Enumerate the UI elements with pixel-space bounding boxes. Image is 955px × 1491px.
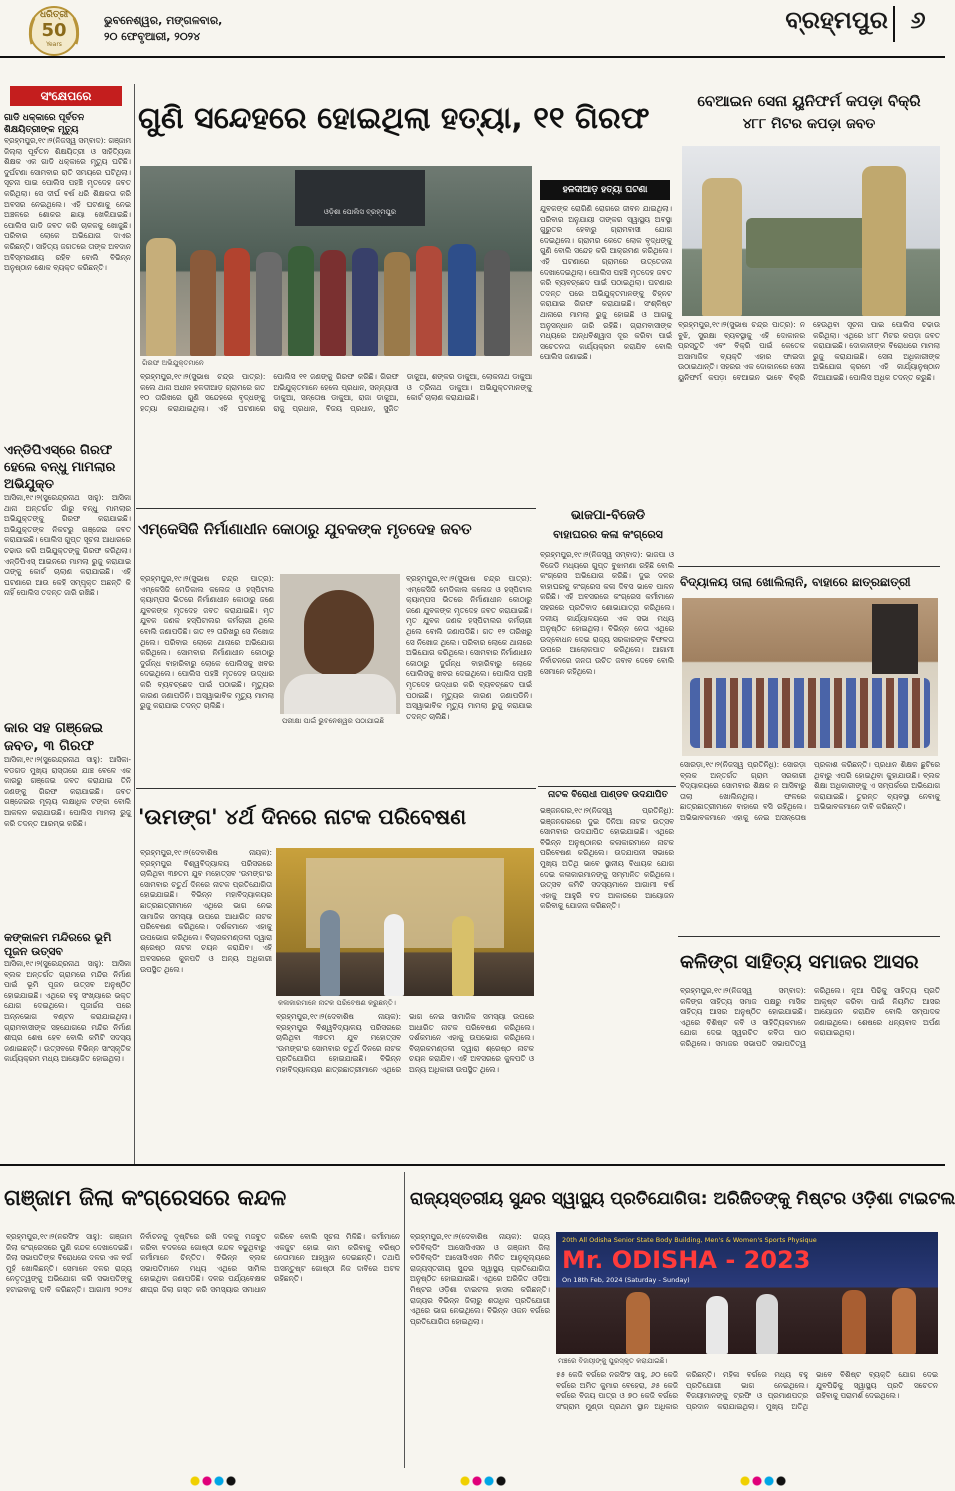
kalinga-body: ବ୍ରହ୍ମପୁର,୧୯।୨(ନିଜସ୍ୱ ସମ୍ବାଦ): କଳିଙ୍ଗ ସାହିତ୍ୟ ସମାଜ ପକ୍ଷରୁ ମାସିକ ସାହିତ୍ୟ ଆସର ଅନୁଷ୍ଠିତ ହୋଇଯାଇଛି। ଏଥିରେ ବିଶିଷ୍ଟ କବି ଓ ସାହିତ୍ୟିକମାନେ ଯୋଗ ଦେଇ ସ୍ୱରଚିତ କବିତା ପାଠ କରିଥିଲେ। ସମାଜର ସଭାପତି ସଭାପତିତ୍ୱ କରିଥିଲେ। ନୂଆ ପିଢିକୁ ସାହିତ୍ୟ ପ୍ରତି ଆକୃଷ୍ଟ କରିବା ପାଇଁ ନିୟମିତ ଆସର ଆୟୋଜନ କରାଯିବ ବୋଲି ସମ୍ପାଦକ ଜଣାଇଥିଲେ। ଶେଷରେ ଧନ୍ୟବାଦ ଅର୍ପଣ କରାଯାଇଥିଲା। (680, 986, 943, 1048)
police-sign (295, 170, 425, 226)
accused-figure (224, 248, 250, 356)
rule-col3-1 (538, 786, 676, 787)
masthead-divider (893, 6, 895, 42)
official-figure (706, 1296, 728, 1354)
congress-divider (404, 1172, 405, 1468)
accused-figure (256, 252, 282, 356)
mcc-body-left: ବ୍ରହ୍ମପୁର,୧୯।୨(ସୁଭାଷ ଚନ୍ଦ୍ର ପାତ୍ର): ଏମ୍‌କେସିଜି ମେଡିକାଲ କଲେଜ ଓ ହସ୍ପିଟାଲ କ୍ୟାମ୍ପସ ଭିତରେ ନିର୍ମାଣାଧୀନ କୋଠାରୁ ଜଣେ ଯୁବକଙ୍କ ମୃତଦେହ ଜବତ କରାଯାଇଛି। ମୃତ ଯୁବକ ଜଣକ ହସ୍ପିଟାଲର କର୍ମଚାରୀ ଥିଲେ ବୋଲି ଜଣାପଡିଛି। ଗତ ୧୨ ତାରିଖରୁ ସେ ନିଖୋଜ ଥିଲେ। ପରିବାର ଲୋକେ ଥାନାରେ ଅଭିଯୋଗ କରିଥିଲେ। ସୋମବାର ନିର୍ମାଣାଧୀନ କୋଠାରୁ ଦୁର୍ଗନ୍ଧ ବାହାରିବାରୁ ଲୋକେ ପୋଲିସକୁ ଖବର ଦେଇଥିଲେ। ପୋଲିସ ପହଞ୍ଚି ମୃତଦେହ ଉଦ୍ଧାର କରି ବ୍ୟବଚ୍ଛେଦ ପାଇଁ ପଠାଇଛି। ମୃତ୍ୟୁର କାରଣ ଜଣାପଡିନି। ଅସ୍ୱାଭାବିକ ମୃତ୍ୟୁ ମାମଲା ରୁଜୁ କରାଯାଇ ତଦନ୍ତ ଚାଲିଛି। (140, 574, 277, 711)
date-line-2: ୨୦ ଫେବୃଆରୀ, ୨୦୨୪ (104, 30, 201, 43)
actor-figure (452, 916, 474, 996)
masthead-rule (0, 56, 945, 58)
accused-figure (448, 244, 476, 356)
police-officer-figure (702, 178, 742, 316)
portrait-face (304, 590, 374, 676)
banner-line-2: On 18th Feb, 2024 (Saturday - Sunday) (562, 1276, 690, 1284)
accused-figure (320, 250, 346, 356)
portrait-shirt (284, 674, 396, 714)
sidebar-item-1-title: ଗାଡି ଧକ୍କାରେ ପୂର୍ବତନ ଶିକ୍ଷୟିତ୍ରୀଙ୍କ ମୃତ୍ୟୁ (4, 113, 85, 135)
actor-figure (320, 910, 340, 996)
rule-mid-2 (136, 788, 536, 789)
cmyk-dots (460, 1476, 520, 1486)
congress-headline: ଗଞ୍ଜାମ ଜିଲା କଂଗ୍ରେସରେ କନ୍ଦଳ (4, 1186, 287, 1211)
fitness-headline: ରାଜ୍ୟସ୍ତରୀୟ ସୁନ୍ଦର ସ୍ୱାସ୍ଥ୍ୟ ପ୍ରତିଯୋଗିତା: ଅରିଜିତଙ୍କୁ ମିଷ୍ଟର ଓଡ଼ିଶା ଟାଇଟଲ (410, 1189, 955, 1209)
sidebar-item-4-title: କଙ୍କାଳମ ମନ୍ଦିରରେ ଭୂମି ପୂଜନ ଉତ୍ସବ (4, 931, 112, 958)
uniform-photo (682, 146, 940, 316)
students-group (690, 678, 930, 748)
bjp-headline: ଭାଜପା-ବିଜେଡି (570, 508, 646, 523)
sidebar-divider (134, 84, 135, 1164)
fitness-photo-caption: ମଞ୍ଚରେ ବିଜୟୀଙ୍କୁ ପୁରସ୍କୃତ କରାଯାଇଛି। (558, 1357, 668, 1365)
rule-right-2 (678, 936, 940, 937)
lead-body-a: ବ୍ରହ୍ମପୁର,୧୯।୨(ସୁଭାଷ ଚନ୍ଦ୍ର ପାତ୍ର): କଲେ ଥାନା ଅଧୀନ ହଳଦୀଆଡ଼ ଗ୍ରାମରେ ଗତ ୧୦ ତାରିଖରେ ଗୁଣି ସନ୍ଦେହରେ ବୃଦ୍ଧଙ୍କୁ ହତ୍ୟା କରାଯାଇଥିଲା। ଏହି ଘଟଣାରେ ପୋଲିସ ୧୧ ଜଣଙ୍କୁ ଗିରଫ କରିଛି। ଗିରଫ ଅଭିଯୁକ୍ତମାନେ ହେଲେ ପ୍ରଧାନ, ସନ୍ନ୍ୟାସୀ ଡାକୁଆ, ସନ୍ତୋଷ ଡାକୁଆ, ରାଜା ଡାକୁଆ, ରାଜୁ ପ୍ରଧାନ, ବିଜୟ ପ୍ରଧାନ, ସୁଜିତ ଡାକୁଆ, ଶଙ୍କର ଡାକୁଆ, ଲୋକନାଥ ଡାକୁଆ ଓ ତ୍ରିନାଥ ଡାକୁଆ। ଅଭିଯୁକ୍ତମାନଙ୍କୁ କୋର୍ଟ ଚାଲାଣ କରାଯାଇଛି। (140, 372, 535, 413)
congress-body: ବ୍ରହ୍ମପୁର,୧୯।୨(ନରସିଂହ ସାହୁ): ଗଞ୍ଜାମ ଜିଲା କଂଗ୍ରେସରେ ପୁଣି କନ୍ଦଳ ଦେଖାଦେଇଛି। ଜିଲା ସଭାପତିଙ୍କ ବିରୋଧରେ ଦଳର ଏକ ବର୍ଗ ମୁହଁ ଖୋଲିଛନ୍ତି। ସେମାନେ ଦଳର ରାଜ୍ୟ ନେତୃତ୍ୱଙ୍କୁ ଅଭିଯୋଗ କରି ସଭାପତିଙ୍କୁ ହଟାଇବାକୁ ଦାବି କରିଛନ୍ତି। ଆଗାମୀ ୨୦୨୪ ନିର୍ବାଚନକୁ ଦୃଷ୍ଟିରେ ରଖି ଦଳକୁ ମଜବୁତ କରିବା ବଦଳରେ ଗୋଷ୍ଠୀ କନ୍ଦଳ ବଢୁଥିବାରୁ କର୍ମୀମାନେ ଚିନ୍ତିତ। ବିଭିନ୍ନ ବ୍ଲକ ସଭାପତିମାନେ ମଧ୍ୟ ଏଥିରେ ସାମିଲ ହୋଇଥିବା ଜଣାପଡିଛି। ଦଳର ପର୍ଯ୍ୟବେକ୍ଷକ ଶୀଘ୍ର ଜିଲା ଗସ୍ତ କରି ସମସ୍ୟାର ସମାଧାନ କରିବେ ବୋଲି ସୂଚନା ମିଳିଛି। କର୍ମୀମାନେ ଏକଜୁଟ ହୋଇ କାମ କରିବାକୁ ବରିଷ୍ଠ ନେତାମାନେ ଆହ୍ୱାନ ଦେଇଛନ୍ତି। ତଥାପି ଅସନ୍ତୁଷ୍ଟ ଗୋଷ୍ଠୀ ନିଜ ଦାବିରେ ଅଟଳ ରହିଛନ୍ତି। (6, 1232, 403, 1294)
school-photo (682, 598, 938, 756)
logo-text: ଧରିତ୍ରୀ (39, 10, 69, 20)
print-registration-marks (0, 1470, 945, 1491)
school-body: ସୋରଡ଼ା,୧୯।୨(ନିଜସ୍ୱ ପ୍ରତିନିଧି): ସୋରଡ଼ା ବ୍ଲକ ଅନ୍ତର୍ଗତ ଗ୍ରାମ ସରକାରୀ ବିଦ୍ୟାଳୟରେ ସୋମବାର ଶିକ୍ଷକ ନ ଆସିବାରୁ ତାଲା ଖୋଲିନଥିଲା। ଫଳରେ ଛାତ୍ରଛାତ୍ରୀମାନେ ବାହାରେ ବସି ରହିଥିଲେ। ଅଭିଭାବକମାନେ ଏହାକୁ ନେଇ ଅସନ୍ତୋଷ ପ୍ରକାଶ କରିଛନ୍ତି। ପ୍ରଧାନ ଶିକ୍ଷକ ଛୁଟିରେ ଥିବାରୁ ଏପରି ହୋଇଥିବା କୁହାଯାଉଛି। ବ୍ଲକ ଶିକ୍ଷା ଅଧିକାରୀଙ୍କୁ ଏ ସମ୍ପର୍କରେ ଅଭିଯୋଗ କରାଯାଇଛି। ତୁରନ୍ତ ବ୍ୟବସ୍ଥା ନେବାକୁ ଅଭିଭାବକମାନେ ଦାବି କରିଛନ୍ତି। (680, 760, 943, 822)
mcc-body-right: ବ୍ରହ୍ମପୁର,୧୯।୨(ସୁଭାଷ ଚନ୍ଦ୍ର ପାତ୍ର): ଏମ୍‌କେସିଜି ମେଡିକାଲ କଲେଜ ଓ ହସ୍ପିଟାଲ କ୍ୟାମ୍ପସ ଭିତରେ ନିର୍ମାଣାଧୀନ କୋଠାରୁ ଜଣେ ଯୁବକଙ୍କ ମୃତଦେହ ଜବତ କରାଯାଇଛି। ମୃତ ଯୁବକ ଜଣକ ହସ୍ପିଟାଲର କର୍ମଚାରୀ ଥିଲେ ବୋଲି ଜଣାପଡିଛି। ଗତ ୧୨ ତାରିଖରୁ ସେ ନିଖୋଜ ଥିଲେ। ପରିବାର ଲୋକେ ଥାନାରେ ଅଭିଯୋଗ କରିଥିଲେ। ସୋମବାର ନିର୍ମାଣାଧୀନ କୋଠାରୁ ଦୁର୍ଗନ୍ଧ ବାହାରିବାରୁ ଲୋକେ ପୋଲିସକୁ ଖବର ଦେଇଥିଲେ। ପୋଲିସ ପହଞ୍ଚି ମୃତଦେହ ଉଦ୍ଧାର କରି ବ୍ୟବଚ୍ଛେଦ ପାଇଁ ପଠାଇଛି। ମୃତ୍ୟୁର କାରଣ ଜଣାପଡିନି। ଅସ୍ୱାଭାବିକ ମୃତ୍ୟୁ ମାମଲା ରୁଜୁ କରାଯାଇ ତଦନ୍ତ ଚାଲିଛି। (406, 574, 535, 721)
accused-figure (190, 250, 216, 356)
page-number: ୬ (910, 6, 926, 34)
bodybuilder-figure (892, 1288, 916, 1354)
logo-sub: Years (46, 41, 62, 48)
police-sign-text: ଓଡ଼ିଶା ପୋଲିସ ବ୍ରହ୍ମପୁର (323, 208, 397, 216)
fitness-photo (556, 1232, 938, 1354)
masthead (0, 0, 945, 58)
cmyk-dots (740, 1476, 800, 1486)
police-officer-figure (862, 166, 906, 316)
accused-figure (416, 246, 442, 356)
rule-right-1 (678, 566, 940, 567)
sidebar (4, 86, 134, 1160)
accused-figure (384, 252, 410, 356)
logo-number: 50 (41, 20, 67, 41)
fitness-body-a: ବ୍ରହ୍ମପୁର,୧୯।୨(ଦେବାଶିଷ ନାୟକ): ରାଜ୍ୟ ବଡିବିଲ୍ଡିଂ ଆସୋସିଏସନ ଓ ଗଞ୍ଜାମ ଜିଲା ବଡିବିଲ୍ଡିଂ ଆସୋସିଏସନ ମିଳିତ ଆନୁକୂଲ୍ୟରେ ରାଜ୍ୟସ୍ତରୀୟ ସୁନ୍ଦର ସ୍ୱାସ୍ଥ୍ୟ ପ୍ରତିଯୋଗିତା ଅନୁଷ୍ଠିତ ହୋଇଯାଇଛି। ଏଥିରେ ଅରିଜିତ ଓଡ଼ିଆ ମିଷ୍ଟର ଓଡ଼ିଶା ଟାଇଟଲ ହାସଲ କରିଛନ୍ତି। ରାଜ୍ୟର ବିଭିନ୍ନ ଜିଲାରୁ ଶତାଧିକ ପ୍ରତିଯୋଗୀ ଏଥିରେ ଭାଗ ନେଇଥିଲେ। ବିଭିନ୍ନ ଓଜନ ବର୍ଗରେ ପ୍ରତିଯୋଗିତା ହୋଇଥିଲା। (410, 1232, 553, 1326)
drama-body: ବ୍ରହ୍ମପୁର,୧୯।୨(ଦେବାଶିଷ ନାୟକ): ବ୍ରହ୍ମପୁର ବିଶ୍ୱବିଦ୍ୟାଳୟ ପରିସରରେ ଚାଲିଥିବା ୩୭ତମ ଯୁବ ମହୋତ୍ସବ 'ଉମଙ୍ଗ'ର ସୋମବାର ଚତୁର୍ଥ ଦିନରେ ନାଟକ ପ୍ରତିଯୋଗିତା ହୋଇଯାଇଛି। ବିଭିନ୍ନ ମହାବିଦ୍ୟାଳୟର ଛାତ୍ରଛାତ୍ରୀମାନେ ଏଥିରେ ଭାଗ ନେଇ ସାମାଜିକ ସମସ୍ୟା ଉପରେ ଆଧାରିତ ନାଟକ ପରିବେଷଣ କରିଥିଲେ। ଦର୍ଶକମାନେ ଏହାକୁ ଉପଭୋଗ କରିଥିଲେ। ବିଚାରକମଣ୍ଡଳୀ ଦ୍ୱାରା ଶ୍ରେଷ୍ଠ ନାଟକ ଚୟନ କରାଯିବ। ଏହି ଅବସରରେ କୁଳପତି ଓ ଅନ୍ୟ ଅଧିକାରୀ ଉପସ୍ଥିତ ଥିଲେ। (140, 848, 275, 974)
uniform-subhead: ୪୮୮ ମିଟର କପଡ଼ା ଜବତ (742, 116, 876, 132)
uniform-body: ବ୍ରହ୍ମପୁର,୧୯।୨(ସୁଭାଷ ଚନ୍ଦ୍ର ପାତ୍ର): ନ ବୁଝି, ସୁରକ୍ଷା ବ୍ୟବସ୍ଥାକୁ ଏହି ଦୋକାନର ପ୍ରସ୍ତୁତି ଏବଂ ବିକ୍ରି ପାଇଁ କେତେକ ଅସାମାଜିକ ବ୍ୟକ୍ତି ଏହାର ଫାଇଦା ଉଠାଇଥାନ୍ତି। ସହରର ଏକ ଦୋକାନରେ ସେନା ୟୁନିଫର୍ମ କପଡ଼ା ବେଆଇନ ଭାବେ ବିକ୍ରି ହେଉଥିବା ସୂଚନା ପାଇ ପୋଲିସ ଚଢାଉ କରିଥିଲା। ଏଥିରେ ୪୮୮ ମିଟର କପଡ଼ା ଜବତ କରାଯାଇଛି। ଦୋକାନୀଙ୍କ ବିରୋଧରେ ମାମଲା ରୁଜୁ କରାଯାଇଛି। ସେନା ଅଧିକାରୀଙ୍କ ଅଭିଯୋଗ କ୍ରମେ ଏହି କାର୍ଯ୍ୟାନୁଷ୍ଠାନ ନିଆଯାଇଛି। ପୋଲିସ ଅଧିକ ତଦନ୍ତ କରୁଛି। (678, 320, 943, 382)
police-figure (146, 238, 176, 356)
sidebar-item-4-body: ଆସିକା,୧୯।୨(ସୁରେନ୍ଦ୍ରନାଥ ସାହୁ): ଆସିକା ବ୍ଲକ ଅନ୍ତର୍ଗତ ଗ୍ରାମରେ ମନ୍ଦିର ନିର୍ମାଣ ପାଇଁ ଭୂମି ପୂଜନ ଉତ୍ସବ ଅନୁଷ୍ଠିତ ହୋଇଯାଇଛି। ଏଥିରେ ବହୁ ସଂଖ୍ୟାରେ ଭକ୍ତ ଯୋଗ ଦେଇଥିଲେ। ପୂଜାର୍ଚ୍ଚନା ପରେ ଅନ୍ନଭୋଗ ବଣ୍ଟନ କରାଯାଇଥିଲା। ଗ୍ରାମବାସୀଙ୍କ ସହଯୋଗରେ ମନ୍ଦିର ନିର୍ମାଣ ଶୀଘ୍ର ଶେଷ ହେବ ବୋଲି କମିଟି ସଦସ୍ୟ ଜଣାଇଛନ୍ତି। ଉତ୍ସବରେ ବିଭିନ୍ନ ସାଂସ୍କୃତିକ କାର୍ଯ୍ୟକ୍ରମ ମଧ୍ୟ ଆୟୋଜିତ ହୋଇଥିଲା। (4, 959, 134, 1064)
mcc-headline: ଏମ୍‌କେସିଜି ନିର୍ମାଣାଧୀନ କୋଠାରୁ ଯୁବକଙ୍କ ମୃତଦେହ ଜବତ (138, 520, 472, 538)
bodybuilder-figure (842, 1290, 866, 1354)
lead-photo (140, 166, 532, 356)
bodybuilder-figure (626, 1292, 650, 1354)
bjp-subhead: ବାହାଘରର କଳା କଂଗ୍ରେସ (553, 528, 663, 541)
logo-emblem (18, 4, 90, 58)
banner-line-1: 20th All Odisha Senior State Body Building, Men's & Women's Sports Physique (562, 1236, 817, 1244)
rule-mid-1 (136, 508, 536, 509)
banner-title: Mr. ODISHA - 2023 (562, 1246, 811, 1274)
date-line-1: ଭୁବନେଶ୍ୱର, ମଙ୍ଗଳବାର, (104, 14, 223, 27)
rule-lower-fold (0, 1164, 945, 1166)
accused-figure (288, 246, 314, 356)
edition-name: ବ୍ରହ୍ମପୁର (785, 6, 888, 34)
bjp-body: ବ୍ରହ୍ମପୁର,୧୯।୨(ନିଜସ୍ୱ ସମ୍ବାଦ): ଭାଜପା ଓ ବିଜେଡି ମଧ୍ୟରେ ଗୁପ୍ତ ବୁଝାମଣା ରହିଛି ବୋଲି କଂଗ୍ରେସ ଅଭିଯୋଗ କରିଛି। ଦୁଇ ଦଳର ବାହାଘରକୁ କଂଗ୍ରେସ କଳା ଦିବସ ଭାବେ ପାଳନ କରିଛି। ଏହି ଅବସରରେ କଂଗ୍ରେସ କର୍ମୀମାନେ ସହରରେ ପ୍ରତିବାଦ ଶୋଭାଯାତ୍ରା କରିଥିଲେ। ଦଳୀୟ କାର୍ଯ୍ୟାଳୟରେ ଏକ ସଭା ମଧ୍ୟ ଅନୁଷ୍ଠିତ ହୋଇଥିଲା। ବିଭିନ୍ନ ନେତା ଏଥିରେ ଉଦ୍‌ବୋଧନ ଦେଇ ରାଜ୍ୟ ସରକାରଙ୍କ ବିଫଳତା ଉପରେ ଆଲୋକପାତ କରିଥିଲେ। ଆଗାମୀ ନିର୍ବାଚନରେ ଜନତା ଉଚିତ ଜବାବ ଦେବେ ବୋଲି ସେମାନେ କହିଥିଲେ। (540, 550, 677, 676)
accused-figure (484, 250, 510, 356)
drama-headline: 'ଉମଙ୍ଗ' ୪ର୍ଥ ଦିନରେ ନାଟକ ପରିବେଷଣ (138, 805, 467, 829)
natak-headline: ନାଟକ ବିରୋଧୀ ପାଣ୍ଡବ ଉଦଯାପିତ (548, 790, 668, 800)
sidebar-item-3-title: କାର ସହ ଗଞ୍ଜେଇ ଜବତ, ୩ ଗିରଫ (4, 720, 104, 754)
fitness-body-b: ୫୫ କେଜି ବର୍ଗରେ ନରସିଂହ ସାହୁ, ୬୦ କେଜି ବର୍ଗରେ ଅମିତ କୁମାର ବେହେରା, ୬୫ କେଜି ବର୍ଗରେ ବିଜୟ ପାତ୍ର ଓ ୭୦ କେଜି ବର୍ଗରେ ସଂଗ୍ରାମ ମୁଣ୍ଡା ପ୍ରଥମ ସ୍ଥାନ ଅଧିକାର କରିଛନ୍ତି। ମହିଳା ବର୍ଗରେ ମଧ୍ୟ ବହୁ ପ୍ରତିଯୋଗୀ ଭାଗ ନେଇଥିଲେ। ବିଜୟୀମାନଙ୍କୁ ଟ୍ରଫି ଓ ପ୍ରମାଣପତ୍ର ପ୍ରଦାନ କରାଯାଇଥିଲା। ମୁଖ୍ୟ ଅତିଥି ଭାବେ ବିଶିଷ୍ଟ ବ୍ୟକ୍ତି ଯୋଗ ଦେଇ ଯୁବପିଢିକୁ ସ୍ୱାସ୍ଥ୍ୟ ପ୍ରତି ସଚେତନ ରହିବାକୁ ପରାମର୍ଶ ଦେଇଥିଲେ। (556, 1370, 941, 1411)
lead-tag: ହଳଦୀଆଡ଼ ହତ୍ୟା ଘଟଣା (540, 180, 670, 200)
school-headline: ବିଦ୍ୟାଳୟ ତାଲା ଖୋଲିଲାନି, ବାହାରେ ଛାତ୍ରଛାତ୍ରୀ (680, 575, 911, 589)
kalinga-headline: କଳିଙ୍ଗ ସାହିତ୍ୟ ସମାଜର ଆସର (680, 951, 919, 973)
sidebar-item-1-body: ବ୍ରହ୍ମପୁର,୧୯।୨(ନିଜସ୍ୱ ସମ୍ବାଦ): ଗଞ୍ଜାମ ଜିଲ୍ଲା ପୂର୍ବତନ ଶିକ୍ଷୟିତ୍ରୀ ଓ ସାହିତ୍ୟିକା ଶିକ୍ଷକ ଏକ ଗାଡି ଧକ୍କାରେ ମୃତ୍ୟୁ ଘଟିଛି। ଦୁର୍ଘଟଣା ସୋମବାର ରାତି ସମୟରେ ଘଟିଥିଲା। ସୂଚନା ପାଇ ପୋଲିସ ପହଞ୍ଚି ମୃତଦେହ ଜବତ କରିଥିଲା। ସେ ଦୀର୍ଘ ବର୍ଷ ଧରି ଶିକ୍ଷକତା କରି ଅବସର ନେଇଥିଲେ। ଏହି ଘଟଣାକୁ ନେଇ ଅଞ୍ଚଳରେ ଶୋକର ଛାୟା ଖେଳିଯାଇଛି। ପୋଲିସ ଗାଡି ଜବତ କରି ଚାଳକକୁ ଖୋଜୁଛି। ପରିବାର ଲୋକେ ଅଭିଯୋଗ ଦାଏର କରିଛନ୍ତି। ସାହିତ୍ୟ ଜଗତରେ ତାଙ୍କ ଅବଦାନ ଅବିସ୍ମରଣୀୟ ରହିବ ବୋଲି ବିଭିନ୍ନ ଅନୁଷ୍ଠାନ ଶୋକ ବ୍ୟକ୍ତ କରିଛନ୍ତି। (4, 136, 134, 273)
mcc-photo (280, 574, 400, 714)
uniform-headline: ବେଆଇନ ସେନା ୟୁନିଫର୍ମ କପଡ଼ା ବିକ୍ରି (697, 92, 921, 110)
sidebar-item-3-body: ଆସିକା,୧୯।୨(ସୁରେନ୍ଦ୍ରନାଥ ସାହୁ): ଆସିକା-ବଡଗଡ ମୁଖ୍ୟ ରାସ୍ତାରେ ଯାଞ୍ଚ ବେଳେ ଏକ କାରରୁ ଗଞ୍ଜେଇ ଜବତ କରାଯାଇ ତିନି ଜଣଙ୍କୁ ଗିରଫ କରାଯାଇଛି। ଜବତ ଗଞ୍ଜେଇର ମୂଲ୍ୟ ଲକ୍ଷାଧିକ ଟଙ୍କା ବୋଲି ଆକଳନ କରାଯାଉଛି। ପୋଲିସ ମାମଲା ରୁଜୁ କରି ତଦନ୍ତ ଆରମ୍ଭ କରିଛି। (4, 755, 134, 828)
sidebar-item-2-title: ଏନ୍‌ଡିପିଏସ୍‌ରେ ଗିରଫ ହେଲେ ବନ୍ଧୁ ମାମଲାର ଅଭିଯୁକ୍ତ (4, 443, 116, 492)
lead-photo-caption: ଗିରଫ ଅଭିଯୁକ୍ତମାନେ (142, 359, 204, 367)
lead-body-b: ଯୁବକଙ୍କ ରୋଗିଣି ରୋଗରେ ଜୀବନ ଯାଇଥିଲା। ପରିବାର ଅନୁଯାୟୀ ତାଙ୍କର ସ୍ୱାସ୍ଥ୍ୟ ଅବସ୍ଥା ଗୁରୁତର ହେବାରୁ ଗ୍ରାମବାସୀ ଯୋଗ ଦେଇଥିଲେ। ଗ୍ରାମର କେତେ ଲୋକ ବୃଦ୍ଧଙ୍କୁ ଗୁଣି ବୋଲି ସନ୍ଦେହ କରି ଆକ୍ରମଣ କରିଥିଲେ। ଏହି ଘଟଣାରେ ଗ୍ରାମରେ ଉତ୍ତେଜନା ଦେଖାଦେଇଥିଲା। ପୋଲିସ ପହଞ୍ଚି ମୃତଦେହ ଜବତ କରି ବ୍ୟବଚ୍ଛେଦ ପାଇଁ ପଠାଇଥିଲା। ଘଟଣାର ତଦନ୍ତ ପରେ ଅଭିଯୁକ୍ତମାନଙ୍କୁ ଚିହ୍ନଟ କରାଯାଇ ଗିରଫ କରାଯାଇଛି। ସଂଶ୍ଳିଷ୍ଟ ଥାନାରେ ମାମଲା ରୁଜୁ ହୋଇଛି ଓ ଆଗକୁ ଅନୁସନ୍ଧାନ ଜାରି ରହିଛି। ଗ୍ରାମବାସୀଙ୍କ ମଧ୍ୟରେ ଅନ୍ଧବିଶ୍ୱାସ ଦୂର କରିବା ପାଇଁ ସଚେତନତା କାର୍ଯ୍ୟକ୍ରମ କରାଯିବ ବୋଲି ପୋଲିସ ଜଣାଇଛି। (540, 204, 675, 362)
official-figure (756, 1294, 778, 1354)
cmyk-dots (190, 1476, 250, 1486)
accused-figure (352, 248, 378, 356)
mcc-photo-caption: ପରୀକ୍ଷା ପାଇଁ ଭୁବନେଶ୍ୱର ପଠାଯାଇଛି (282, 717, 385, 725)
sidebar-item-2-body: ଆସିକା,୧୯।୨(ସୁରେନ୍ଦ୍ରନାଥ ସାହୁ): ଆସିକା ଥାନା ଅନ୍ତର୍ଗତ ଗାଁରୁ ବନ୍ଧୁ ମାମଲାର ଅଭିଯୁକ୍ତଙ୍କୁ ଗିରଫ କରାଯାଇଛି। ଅଭିଯୁକ୍ତଙ୍କ ନିକଟରୁ ଗଞ୍ଜେଇ ଜବତ କରାଯାଇଛି। ପୋଲିସ ଗୁପ୍ତ ସୂଚନା ଆଧାରରେ ଚଢାଉ କରି ଅଭିଯୁକ୍ତଙ୍କୁ ଗିରଫ କରିଥିଲା। ଏନ୍‌ଡିପିଏସ୍ ଆଇନରେ ମାମଲା ରୁଜୁ କରାଯାଇ ତାଙ୍କୁ କୋର୍ଟ ଚାଲାଣ କରାଯାଇଛି। ଏହି ଘଟଣାରେ ଆଉ କେହି ସମ୍ପୃକ୍ତ ଅଛନ୍ତି କି ନାହିଁ ପୋଲିସ ତଦନ୍ତ ଜାରି ରଖିଛି। (4, 493, 134, 598)
drama-photo (276, 848, 534, 996)
drama-photo-caption: କଳାକାରମାନେ ନାଟକ ପରିବେଷଣ କରୁଛନ୍ତି। (278, 999, 396, 1007)
drama-body-2: ବ୍ରହ୍ମପୁର,୧୯।୨(ଦେବାଶିଷ ନାୟକ): ବ୍ରହ୍ମପୁର ବିଶ୍ୱବିଦ୍ୟାଳୟ ପରିସରରେ ଚାଲିଥିବା ୩୭ତମ ଯୁବ ମହୋତ୍ସବ 'ଉମଙ୍ଗ'ର ସୋମବାର ଚତୁର୍ଥ ଦିନରେ ନାଟକ ପ୍ରତିଯୋଗିତା ହୋଇଯାଇଛି। ବିଭିନ୍ନ ମହାବିଦ୍ୟାଳୟର ଛାତ୍ରଛାତ୍ରୀମାନେ ଏଥିରେ ଭାଗ ନେଇ ସାମାଜିକ ସମସ୍ୟା ଉପରେ ଆଧାରିତ ନାଟକ ପରିବେଷଣ କରିଥିଲେ। ଦର୍ଶକମାନେ ଏହାକୁ ଉପଭୋଗ କରିଥିଲେ। ବିଚାରକମଣ୍ଡଳୀ ଦ୍ୱାରା ଶ୍ରେଷ୍ଠ ନାଟକ ଚୟନ କରାଯିବ। ଏହି ଅବସରରେ କୁଳପତି ଓ ଅନ୍ୟ ଅଧିକାରୀ ଉପସ୍ଥିତ ଥିଲେ। (276, 1012, 537, 1074)
sidebar-header: ସଂକ୍ଷେପରେ (10, 86, 122, 106)
actor-figure (384, 914, 404, 996)
school-door (872, 604, 918, 674)
lead-headline: ଗୁଣି ସନ୍ଦେହରେ ହୋଇଥିଲା ହତ୍ୟା, ୧୧ ଗିରଫ (138, 101, 650, 136)
natak-body: ଭଞ୍ଜନଗର,୧୯।୨(ନିଜସ୍ୱ ପ୍ରତିନିଧି): ଭଞ୍ଜନଗରରେ ଦୁଇ ଦିନିଆ ନାଟକ ଉତ୍ସବ ସୋମବାର ଉଦଯାପିତ ହୋଇଯାଇଛି। ଏଥିରେ ବିଭିନ୍ନ ଅନୁଷ୍ଠାନର କଳାକାରମାନେ ନାଟକ ପରିବେଷଣ କରିଥିଲେ। ଉଦଯାପନୀ ସଭାରେ ମୁଖ୍ୟ ଅତିଥି ଭାବେ ସ୍ଥାନୀୟ ବିଧାୟକ ଯୋଗ ଦେଇ କଳାକାରମାନଙ୍କୁ ସମ୍ମାନିତ କରିଥିଲେ। ଉତ୍ସବ କମିଟି ସଦସ୍ୟମାନେ ଆଗାମୀ ବର୍ଷ ଏହାକୁ ଆହୁରି ବଡ ଆକାରରେ ଆୟୋଜନ କରିବାକୁ ଯୋଜନା କରିଛନ୍ତି। (540, 806, 677, 911)
